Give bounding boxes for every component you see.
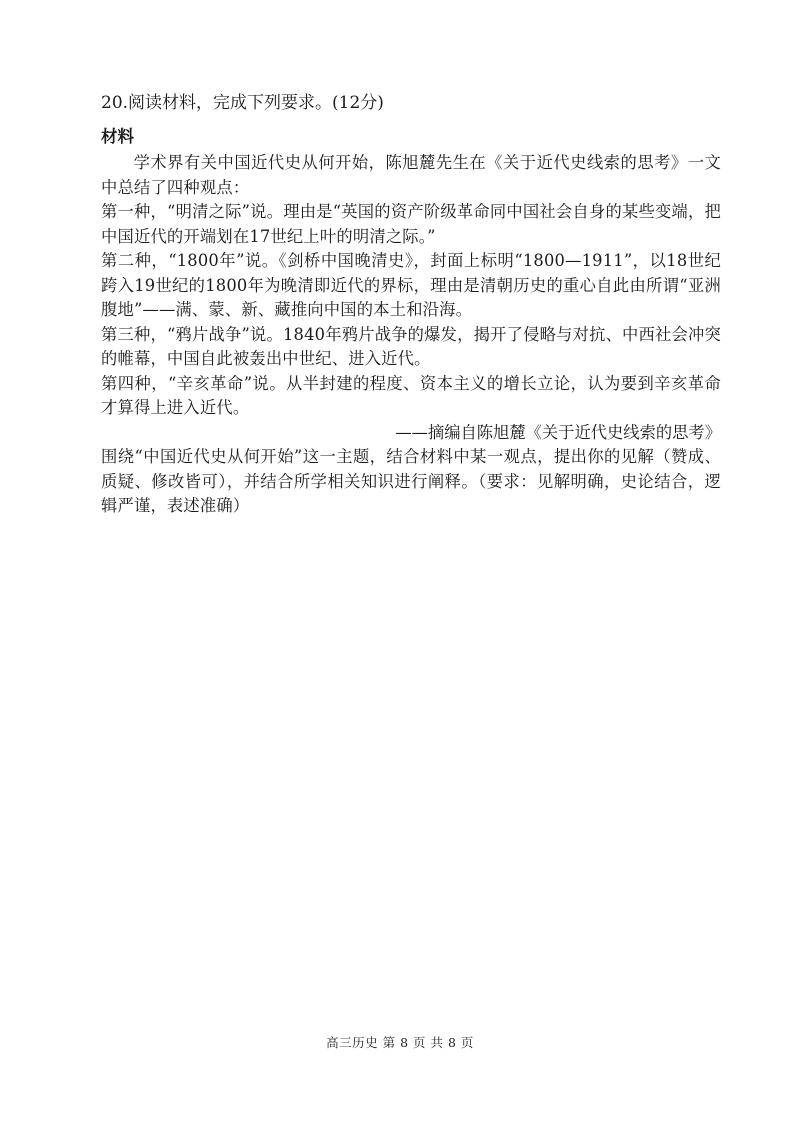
material-heading: 材料	[101, 127, 134, 146]
viewpoint-1: 第一种，“明清之际”说。理由是“英国的资产阶级革命同中国社会自身的某些变端，把中国近代的开端划在17世纪上叶的明清之际。”	[101, 202, 721, 246]
task-prompt: 围绕“中国近代史从何开始”这一主题，结合材料中某一观点，提出你的见解（赞成、质疑、修改皆可），并结合所学相关知识进行阐释。（要求：见解明确，史论结合，逻辑严谨，表述准确）	[101, 447, 721, 515]
material-intro: 学术界有关中国近代史从何开始，陈旭麓先生在《关于近代史线索的思考》一文中总结了四种观点：	[101, 153, 721, 197]
material-source: ——摘编自陈旭麓《关于近代史线索的思考》	[395, 422, 721, 442]
viewpoint-2: 第二种，“1800年”说。《剑桥中国晚清史》，封面上标明“1800—1911”，以18世纪跨入19世纪的1800年为晚清即近代的界标，理由是清朝历史的重心自此由所谓“亚洲腹地”——满、蒙、新、藏推向中国的本土和沿海。	[101, 251, 721, 319]
question-block	[101, 89, 721, 519]
question-title: 20.阅读材料，完成下列要求。(12分)	[101, 93, 384, 113]
viewpoint-3: 第三种，“鸦片战争”说。1840年鸦片战争的爆发，揭开了侵略与对抗、中西社会冲突的帷幕，中国自此被轰出中世纪、进入近代。	[101, 324, 721, 368]
page-footer: 高三历史 第 8 页 共 8 页	[326, 1035, 474, 1050]
viewpoint-4: 第四种，“辛亥革命”说。从半封建的程度、资本主义的增长立论，认为要到辛亥革命才算得上进入近代。	[101, 373, 721, 417]
